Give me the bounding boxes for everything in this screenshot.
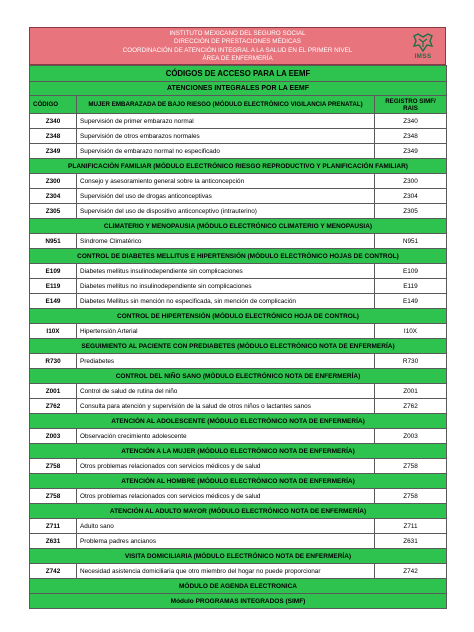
code-cell: Z711	[30, 519, 77, 534]
registry-cell: Z711	[375, 519, 447, 534]
imss-eagle-logo-icon	[412, 33, 434, 53]
registry-cell: Z349	[375, 144, 447, 159]
registry-cell: Z304	[375, 189, 447, 204]
table-row	[30, 174, 447, 189]
registry-cell: Z762	[375, 399, 447, 414]
header-line: COORDINACIÓN DE ATENCIÓN INTEGRAL A LA SALUD EN EL PRIMER NIVEL	[122, 46, 353, 54]
column-header-code: CÓDIGO	[30, 96, 77, 114]
header-line: DIRECCIÓN DE PRESTACIONES MÉDICAS	[174, 38, 301, 46]
description-cell: Consulta para atención y supervisión de la salud de otros niños o lactantes sanos	[77, 399, 375, 414]
table-row	[30, 234, 447, 249]
registry-cell: Z300	[375, 174, 447, 189]
column-header-description: MUJER EMBARAZADA DE BAJO RIESGO (MÓDULO ELECTRÓNICO VIGILANCIA PRENATAL)	[77, 96, 375, 114]
section-title: ATENCIÓN AL ADULTO MAYOR (MÓDULO ELECTRÓNICO NOTA DE ENFERMERÍA)	[30, 504, 447, 519]
header-line: INSTITUTO MEXICANO DEL SEGURO SOCIAL	[169, 30, 306, 37]
code-cell: Z742	[30, 564, 77, 579]
document-sheet	[29, 27, 446, 609]
code-cell: R730	[30, 354, 77, 369]
code-cell: Z348	[30, 129, 77, 144]
section-title: CLIMATERIO Y MENOPAUSIA (MÓDULO ELECTRÓNICO CLIMATERIO Y MENOPAUSIA)	[30, 219, 447, 234]
table-subtitle-row	[30, 82, 447, 96]
code-cell: E119	[30, 279, 77, 294]
description-cell: Prediabetes	[77, 354, 375, 369]
footer-band-row	[30, 594, 447, 609]
table-title-row	[30, 66, 447, 82]
registry-cell: N951	[375, 234, 447, 249]
table-row	[30, 459, 447, 474]
description-cell: Control de salud de rutina del niño	[77, 384, 375, 399]
footer-band-title: MÓDULO DE AGENDA ELECTRONICA	[30, 579, 447, 594]
description-cell: Diabetes mellitus insulinodependiente sin complicaciones	[77, 264, 375, 279]
section-header-row	[30, 249, 447, 264]
section-header-row	[30, 159, 447, 174]
section-title: ATENCIÓN A LA MUJER (MÓDULO ELECTRÓNICO NOTA DE ENFERMERÍA)	[30, 444, 447, 459]
description-cell: Hipertensión Arterial	[77, 324, 375, 339]
table-subtitle: ATENCIONES INTEGRALES POR LA EEMF	[30, 82, 447, 96]
section-header-row	[30, 339, 447, 354]
description-cell: Necesidad asistencia domiciliaria que otro miembro del hogar no puede proporcionar	[77, 564, 375, 579]
section-title: CONTROL DE HIPERTENSIÓN (MÓDULO ELECTRÓNICO HOJA DE CONTROL)	[30, 309, 447, 324]
description-cell: Diabetes Mellitus sin mención no especificada, sin mención de complicación	[77, 294, 375, 309]
table-row	[30, 279, 447, 294]
section-title: PLANIFICACIÓN FAMILIAR (MÓDULO ELECTRÓNICO RIESGO REPRODUCTIVO Y PLANIFICACIÓN FAMILIAR)	[30, 159, 447, 174]
table-row	[30, 114, 447, 129]
section-header-row	[30, 549, 447, 564]
registry-cell: Z742	[375, 564, 447, 579]
registry-cell: E119	[375, 279, 447, 294]
description-cell: Otros problemas relacionados con servicios médicos y de salud	[77, 489, 375, 504]
description-cell: Supervisión de embarazo normal no especificado	[77, 144, 375, 159]
section-title: SEGUIMIENTO AL PACIENTE CON PREDIABETES (MÓDULO ELECTRÓNICO NOTA DE ENFERMERÍA)	[30, 339, 447, 354]
code-cell: Z001	[30, 384, 77, 399]
table-row	[30, 129, 447, 144]
code-cell: Z631	[30, 534, 77, 549]
footer-band-row	[30, 579, 447, 594]
table-row	[30, 564, 447, 579]
description-cell: Diabetes mellitus no insulinodependiente sin complicaciones	[77, 279, 375, 294]
registry-cell: Z348	[375, 129, 447, 144]
code-cell: I10X	[30, 324, 77, 339]
table-row	[30, 204, 447, 219]
registry-cell: Z340	[375, 114, 447, 129]
section-header-row	[30, 414, 447, 429]
table-title: CÓDIGOS DE ACCESO PARA LA EEMF	[30, 66, 447, 82]
table-row	[30, 429, 447, 444]
table-row	[30, 354, 447, 369]
section-header-row	[30, 444, 447, 459]
section-title: CONTROL DE DIABETES MELLITUS E HIPERTENSIÓN (MÓDULO ELECTRÓNICO HOJAS DE CONTROL)	[30, 249, 447, 264]
code-cell: E149	[30, 294, 77, 309]
document-header	[29, 27, 446, 65]
column-header-registry: REGISTRO SIMF/ RAIS	[375, 96, 447, 114]
description-cell: Supervisión del uso de dispositivo anticonceptivo (intrauterino)	[77, 204, 375, 219]
table-row	[30, 294, 447, 309]
description-cell: Otros problemas relacionados con servicios médicos y de salud	[77, 459, 375, 474]
logo-wordmark: IMSS	[414, 52, 432, 60]
registry-cell: E149	[375, 294, 447, 309]
code-cell: Z300	[30, 174, 77, 189]
section-header-row	[30, 504, 447, 519]
code-cell: Z349	[30, 144, 77, 159]
description-cell: Consejo y asesoramiento general sobre la anticoncepción	[77, 174, 375, 189]
section-title: ATENCIÓN AL ADOLESCENTE (MÓDULO ELECTRÓNICO NOTA DE ENFERMERÍA)	[30, 414, 447, 429]
registry-cell: Z001	[375, 384, 447, 399]
imss-logo	[407, 32, 439, 62]
code-cell: Z340	[30, 114, 77, 129]
table-row	[30, 534, 447, 549]
section-title: ATENCIÓN AL HOMBRE (MÓDULO ELECTRÓNICO NOTA DE ENFERMERÍA)	[30, 474, 447, 489]
registry-cell: Z758	[375, 489, 447, 504]
table-row	[30, 384, 447, 399]
description-cell: Síndrome Climatérico	[77, 234, 375, 249]
codes-table	[29, 65, 447, 609]
table-row	[30, 489, 447, 504]
description-cell: Problema padres ancianos	[77, 534, 375, 549]
section-header-row	[30, 219, 447, 234]
section-title: CONTROL DEL NIÑO SANO (MÓDULO ELECTRÓNICO NOTA DE ENFERMERÍA)	[30, 369, 447, 384]
description-cell: Supervisión de primer embarazo normal	[77, 114, 375, 129]
description-cell: Adulto sano	[77, 519, 375, 534]
header-line: ÁREA DE ENFERMERÍA	[202, 54, 273, 62]
column-header-row	[30, 96, 447, 114]
code-cell: Z304	[30, 189, 77, 204]
table-row	[30, 519, 447, 534]
table-row	[30, 399, 447, 414]
section-header-row	[30, 309, 447, 324]
description-cell: Observación crecimiento adolescente	[77, 429, 375, 444]
code-cell: Z305	[30, 204, 77, 219]
section-header-row	[30, 369, 447, 384]
code-cell: Z003	[30, 429, 77, 444]
registry-cell: Z305	[375, 204, 447, 219]
description-cell: Supervisión de otros embarazos normales	[77, 129, 375, 144]
registry-cell: Z003	[375, 429, 447, 444]
table-row	[30, 144, 447, 159]
footer-band-title: Módulo PROGRAMAS INTEGRADOS (SIMF)	[30, 594, 447, 609]
registry-cell: Z758	[375, 459, 447, 474]
registry-cell: Z631	[375, 534, 447, 549]
section-header-row	[30, 474, 447, 489]
code-cell: Z758	[30, 489, 77, 504]
table-row	[30, 324, 447, 339]
code-cell: E109	[30, 264, 77, 279]
table-row	[30, 264, 447, 279]
table-row	[30, 189, 447, 204]
code-cell: Z758	[30, 459, 77, 474]
code-cell: Z762	[30, 399, 77, 414]
section-title: VISITA DOMICILIARIA (MÓDULO ELECTRÓNICO NOTA DE ENFERMERÍA)	[30, 549, 447, 564]
code-cell: N951	[30, 234, 77, 249]
description-cell: Supervisión del uso de drogas anticonceptivas	[77, 189, 375, 204]
registry-cell: I10X	[375, 324, 447, 339]
registry-cell: E109	[375, 264, 447, 279]
registry-cell: R730	[375, 354, 447, 369]
